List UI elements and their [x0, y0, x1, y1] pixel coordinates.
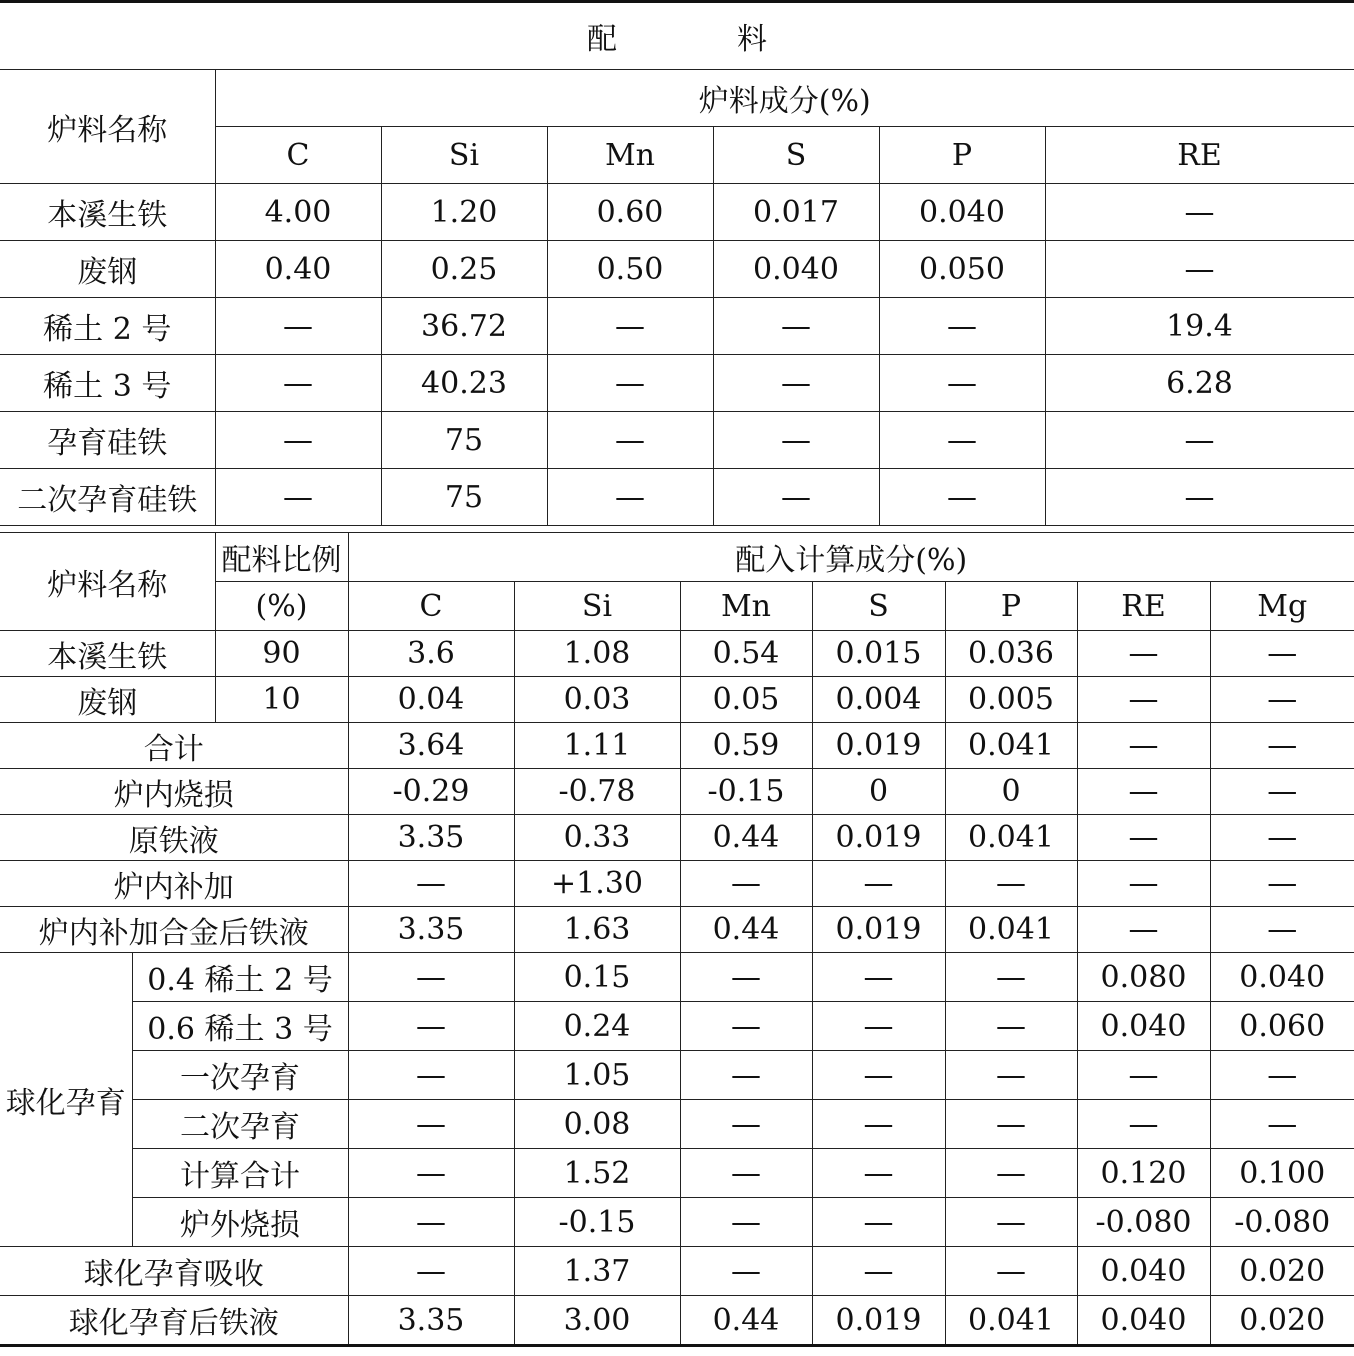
value-cell: — — [1210, 769, 1354, 815]
value-cell: 0.120 — [1077, 1149, 1210, 1198]
value-cell: 0.060 — [1210, 1002, 1354, 1051]
value-cell: — — [1045, 241, 1354, 298]
material-name: 废钢 — [0, 677, 215, 723]
value-cell: 0 — [812, 769, 945, 815]
material-name: 本溪生铁 — [0, 184, 215, 241]
value-cell: — — [1210, 861, 1354, 907]
value-cell: 0.25 — [381, 241, 547, 298]
value-cell: — — [1077, 861, 1210, 907]
table-row — [0, 1296, 1354, 1346]
value-cell: 0.050 — [879, 241, 1045, 298]
table-row — [0, 1198, 1354, 1247]
value-cell: — — [1077, 723, 1210, 769]
value-cell: — — [1045, 469, 1354, 526]
value-cell: -0.15 — [680, 769, 812, 815]
value-cell: — — [547, 469, 713, 526]
row-label: 炉外烧损 — [132, 1198, 348, 1247]
element-header-c: C — [348, 582, 514, 631]
element-header-s: S — [812, 582, 945, 631]
value-cell: -0.080 — [1210, 1198, 1354, 1247]
value-cell: — — [713, 355, 879, 412]
value-cell: 0.015 — [812, 631, 945, 677]
value-cell: — — [1077, 677, 1210, 723]
table-row — [0, 1051, 1354, 1100]
value-cell: 0.54 — [680, 631, 812, 677]
row-label: 二次孕育 — [132, 1100, 348, 1149]
element-header-si: Si — [381, 127, 547, 184]
material-name-header: 炉料名称 — [0, 533, 215, 631]
value-cell: -0.15 — [514, 1198, 680, 1247]
value-cell: 0.040 — [1210, 953, 1354, 1002]
value-cell: -0.78 — [514, 769, 680, 815]
value-cell: — — [945, 953, 1077, 1002]
value-cell: — — [680, 1198, 812, 1247]
table-row — [0, 1002, 1354, 1051]
value-cell: — — [812, 1247, 945, 1296]
table-row — [0, 953, 1354, 1002]
material-name: 本溪生铁 — [0, 631, 215, 677]
value-cell: 3.64 — [348, 723, 514, 769]
table-row — [0, 631, 1354, 677]
value-cell: — — [680, 953, 812, 1002]
value-cell: 0.020 — [1210, 1247, 1354, 1296]
row-label: 一次孕育 — [132, 1051, 348, 1100]
value-cell: 1.05 — [514, 1051, 680, 1100]
element-header-c: C — [215, 127, 381, 184]
row-label: 计算合计 — [132, 1149, 348, 1198]
table-title — [0, 2, 1354, 70]
group-label: 球化孕育 — [0, 953, 132, 1247]
value-cell: 6.28 — [1045, 355, 1354, 412]
table-row — [0, 1100, 1354, 1149]
material-name: 稀土 3 号 — [0, 355, 215, 412]
value-cell: -0.29 — [348, 769, 514, 815]
value-cell: — — [945, 1002, 1077, 1051]
value-cell: — — [547, 412, 713, 469]
value-cell: 0.040 — [879, 184, 1045, 241]
table-row — [0, 184, 1354, 241]
value-cell: 0.50 — [547, 241, 713, 298]
row-label: 炉内补加 — [0, 861, 348, 907]
table-row — [0, 723, 1354, 769]
value-cell: — — [1077, 631, 1210, 677]
value-cell: 0.080 — [1077, 953, 1210, 1002]
value-cell: 0.04 — [348, 677, 514, 723]
value-cell: 0.33 — [514, 815, 680, 861]
value-cell: — — [215, 469, 381, 526]
element-header-p: P — [879, 127, 1045, 184]
value-cell: — — [547, 298, 713, 355]
row-label: 炉内补加合金后铁液 — [0, 907, 348, 953]
value-cell: — — [812, 1149, 945, 1198]
value-cell: — — [812, 1051, 945, 1100]
ratio-header-unit: (%) — [215, 582, 348, 631]
calc-composition-header: 配入计算成分(%) — [348, 533, 1354, 582]
value-cell: -0.080 — [1077, 1198, 1210, 1247]
value-cell: — — [812, 861, 945, 907]
value-cell: — — [547, 355, 713, 412]
value-cell: — — [1077, 1051, 1210, 1100]
value-cell: — — [812, 1002, 945, 1051]
value-cell: — — [945, 1198, 1077, 1247]
value-cell: 1.37 — [514, 1247, 680, 1296]
ratio-header-line1: 配料比例 — [221, 543, 342, 578]
table-row — [0, 241, 1354, 298]
value-cell: — — [680, 1002, 812, 1051]
table-row — [0, 861, 1354, 907]
value-cell: — — [812, 953, 945, 1002]
value-cell: — — [879, 355, 1045, 412]
value-cell: — — [348, 953, 514, 1002]
value-cell: — — [945, 1051, 1077, 1100]
row-label: 球化孕育吸收 — [0, 1247, 348, 1296]
value-cell: 0.019 — [812, 723, 945, 769]
value-cell: 3.35 — [348, 815, 514, 861]
value-cell: — — [713, 298, 879, 355]
value-cell: 1.20 — [381, 184, 547, 241]
element-header-s: S — [713, 127, 879, 184]
charge-calculation-table — [0, 532, 1354, 1347]
value-cell: — — [215, 355, 381, 412]
value-cell: — — [680, 1100, 812, 1149]
value-cell: 0 — [945, 769, 1077, 815]
value-cell: — — [879, 412, 1045, 469]
value-cell: — — [1077, 769, 1210, 815]
value-cell: 0.05 — [680, 677, 812, 723]
element-header-re: RE — [1077, 582, 1210, 631]
value-cell: 19.4 — [1045, 298, 1354, 355]
value-cell: 0.15 — [514, 953, 680, 1002]
composition-header: 炉料成分(%) — [215, 70, 1354, 127]
value-cell: — — [879, 469, 1045, 526]
value-cell: — — [680, 861, 812, 907]
value-cell: — — [713, 412, 879, 469]
value-cell: 3.35 — [348, 907, 514, 953]
value-cell: — — [945, 1149, 1077, 1198]
value-cell: 0.005 — [945, 677, 1077, 723]
value-cell: 1.63 — [514, 907, 680, 953]
value-cell: — — [1210, 677, 1354, 723]
value-cell: 0.59 — [680, 723, 812, 769]
value-cell: 0.041 — [945, 815, 1077, 861]
value-cell: 0.44 — [680, 815, 812, 861]
value-cell: 0.036 — [945, 631, 1077, 677]
value-cell: 0.041 — [945, 907, 1077, 953]
value-cell: — — [879, 298, 1045, 355]
value-cell: — — [1210, 723, 1354, 769]
element-header-si: Si — [514, 582, 680, 631]
value-cell: — — [713, 469, 879, 526]
row-label: 球化孕育后铁液 — [0, 1296, 348, 1346]
value-cell: — — [812, 1100, 945, 1149]
row-label: 0.4 稀土 2 号 — [132, 953, 348, 1002]
value-cell: 36.72 — [381, 298, 547, 355]
value-cell: 0.004 — [812, 677, 945, 723]
element-header-mn: Mn — [547, 127, 713, 184]
value-cell: 75 — [381, 469, 547, 526]
material-name: 孕育硅铁 — [0, 412, 215, 469]
table-row — [0, 469, 1354, 526]
material-name: 稀土 2 号 — [0, 298, 215, 355]
value-cell: — — [945, 1247, 1077, 1296]
material-name-header: 炉料名称 — [0, 70, 215, 184]
table-row — [0, 412, 1354, 469]
charge-composition-table — [0, 0, 1354, 526]
value-cell: 75 — [381, 412, 547, 469]
value-cell: 0.44 — [680, 907, 812, 953]
ratio-header — [215, 533, 348, 582]
value-cell: 0.44 — [680, 1296, 812, 1346]
value-cell: 0.020 — [1210, 1296, 1354, 1346]
title-right-char: 料 — [737, 22, 767, 57]
table-row — [0, 769, 1354, 815]
value-cell: 1.52 — [514, 1149, 680, 1198]
value-cell: 0.041 — [945, 723, 1077, 769]
value-cell: 40.23 — [381, 355, 547, 412]
table-row — [0, 298, 1354, 355]
value-cell: 0.24 — [514, 1002, 680, 1051]
value-cell: — — [348, 1002, 514, 1051]
element-header-p: P — [945, 582, 1077, 631]
value-cell: 0.08 — [514, 1100, 680, 1149]
value-cell: 0.60 — [547, 184, 713, 241]
value-cell: 0.019 — [812, 815, 945, 861]
value-cell: — — [1077, 907, 1210, 953]
value-cell: — — [1210, 1100, 1354, 1149]
row-label: 炉内烧损 — [0, 769, 348, 815]
table-row — [0, 815, 1354, 861]
value-cell: — — [812, 1198, 945, 1247]
value-cell: 0.040 — [1077, 1002, 1210, 1051]
row-label: 合计 — [0, 723, 348, 769]
value-cell: — — [215, 298, 381, 355]
value-cell: — — [1210, 631, 1354, 677]
value-cell: 0.040 — [713, 241, 879, 298]
value-cell: 4.00 — [215, 184, 381, 241]
value-cell: 1.08 — [514, 631, 680, 677]
value-cell: 3.00 — [514, 1296, 680, 1346]
table-row — [0, 1149, 1354, 1198]
element-header-mn: Mn — [680, 582, 812, 631]
value-cell: 0.100 — [1210, 1149, 1354, 1198]
value-cell: 0.40 — [215, 241, 381, 298]
value-cell: — — [215, 412, 381, 469]
value-cell: — — [945, 861, 1077, 907]
value-cell: 3.35 — [348, 1296, 514, 1346]
table-row — [0, 907, 1354, 953]
material-name: 废钢 — [0, 241, 215, 298]
table-row — [0, 355, 1354, 412]
row-label: 0.6 稀土 3 号 — [132, 1002, 348, 1051]
value-cell: — — [1210, 1051, 1354, 1100]
value-cell: 0.041 — [945, 1296, 1077, 1346]
value-cell: — — [1210, 907, 1354, 953]
table-row — [0, 677, 1354, 723]
material-name: 二次孕育硅铁 — [0, 469, 215, 526]
value-cell: — — [348, 861, 514, 907]
value-cell: — — [348, 1149, 514, 1198]
value-cell: 0.019 — [812, 1296, 945, 1346]
value-cell: 3.6 — [348, 631, 514, 677]
value-cell: — — [1077, 1100, 1210, 1149]
value-cell: — — [1045, 412, 1354, 469]
value-cell: — — [680, 1051, 812, 1100]
value-cell: — — [680, 1247, 812, 1296]
ratio-cell: 10 — [215, 677, 348, 723]
value-cell: 1.11 — [514, 723, 680, 769]
value-cell: — — [348, 1051, 514, 1100]
table-row — [0, 1247, 1354, 1296]
ratio-cell: 90 — [215, 631, 348, 677]
value-cell: — — [1210, 815, 1354, 861]
value-cell: — — [945, 1100, 1077, 1149]
element-header-mg: Mg — [1210, 582, 1354, 631]
value-cell: 0.03 — [514, 677, 680, 723]
value-cell: — — [680, 1149, 812, 1198]
value-cell: 0.040 — [1077, 1247, 1210, 1296]
value-cell: 0.040 — [1077, 1296, 1210, 1346]
title-left-char: 配 — [587, 22, 617, 57]
value-cell: +1.30 — [514, 861, 680, 907]
value-cell: — — [348, 1198, 514, 1247]
element-header-re: RE — [1045, 127, 1354, 184]
value-cell: — — [1045, 184, 1354, 241]
value-cell: 0.019 — [812, 907, 945, 953]
value-cell: — — [1077, 815, 1210, 861]
value-cell: — — [348, 1247, 514, 1296]
value-cell: — — [348, 1100, 514, 1149]
value-cell: 0.017 — [713, 184, 879, 241]
row-label: 原铁液 — [0, 815, 348, 861]
